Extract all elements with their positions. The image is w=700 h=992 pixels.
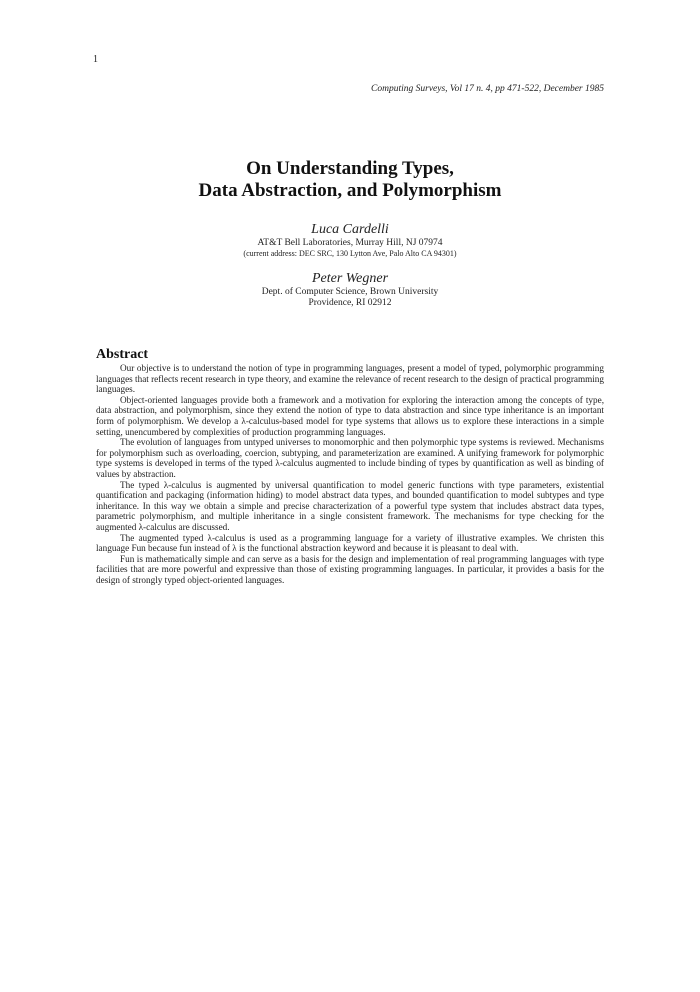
author-name: Luca Cardelli	[311, 222, 389, 237]
author-name: Peter Wegner	[311, 271, 389, 286]
paper-title-line-2: Data Abstraction, and Polymorphism	[198, 180, 502, 201]
author-location: Providence, RI 02912	[308, 298, 392, 308]
author-block-wegner	[0, 271, 700, 309]
abstract-heading: Abstract	[96, 347, 149, 362]
author-current-address: (current address: DEC SRC, 130 Lytton Ave, Palo Alto CA 94301)	[243, 249, 457, 258]
author-affiliation: AT&T Bell Laboratories, Murray Hill, NJ 07974	[257, 238, 443, 248]
journal-citation: Computing Surveys, Vol 17 n. 4, pp 471-522, December 1985	[371, 84, 604, 94]
title-block	[0, 158, 700, 202]
abstract-paragraph: The evolution of languages from untyped universes to monomorphic and then polymorphic type systems is reviewed. Mechanisms for polymorphism such as overloading, coercion, subtyping, and parameterization are examined. A unifying framework for polymorphic type systems is developed in terms of the typed λ-calculus augmented to include binding of types by quantification as well as binding of values by abstraction.	[96, 437, 604, 479]
author-affiliation: Dept. of Computer Science, Brown University	[261, 287, 439, 297]
abstract-section	[96, 346, 604, 585]
author-block-cardelli	[0, 222, 700, 259]
abstract-paragraph: The typed λ-calculus is augmented by universal quantification to model generic functions with type parameters, existential quantification and packaging (information hiding) to model abstract data types, and bounded quantification to model subtypes and type inheritance. In this way we obtain a simple and precise characterization of a powerful type system that includes abstract data types, parametric polymorphism, and multiple inheritance in a single consistent framework. The mechanisms for type checking for the augmented λ-calculus are discussed.	[96, 479, 604, 532]
abstract-paragraph: The augmented typed λ-calculus is used as a programming language for a variety of illustrative examples. We christen this language Fun because fun instead of λ is the functional abstraction keyword and because it is pleasant to deal with.	[96, 532, 604, 554]
page-number: 1	[93, 54, 98, 65]
paper-title-line-1: On Understanding Types,	[246, 158, 454, 179]
abstract-paragraph: Object-oriented languages provide both a framework and a motivation for exploring the interaction among the concepts of type, data abstraction, and polymorphism, since they extend the notion of type to data abstraction and since type inheritance is an important form of polymorphism. We develop a λ-calculus-based model for type systems that allows us to explore these interactions in a simple setting, unencumbered by complexities of production programming languages.	[96, 394, 604, 437]
abstract-paragraph: Fun is mathematically simple and can serve as a basis for the design and implementation of real programming languages with type facilities that are more powerful and expressive than those of existing programming languages. In particular, it provides a basis for the design of strongly typed object-oriented languages.	[96, 553, 604, 585]
abstract-paragraph: Our objective is to understand the notion of type in programming languages, present a model of typed, polymorphic programming languages that reflects recent research in type theory, and examine the relevance of recent research to the design of practical programming languages.	[96, 363, 604, 395]
